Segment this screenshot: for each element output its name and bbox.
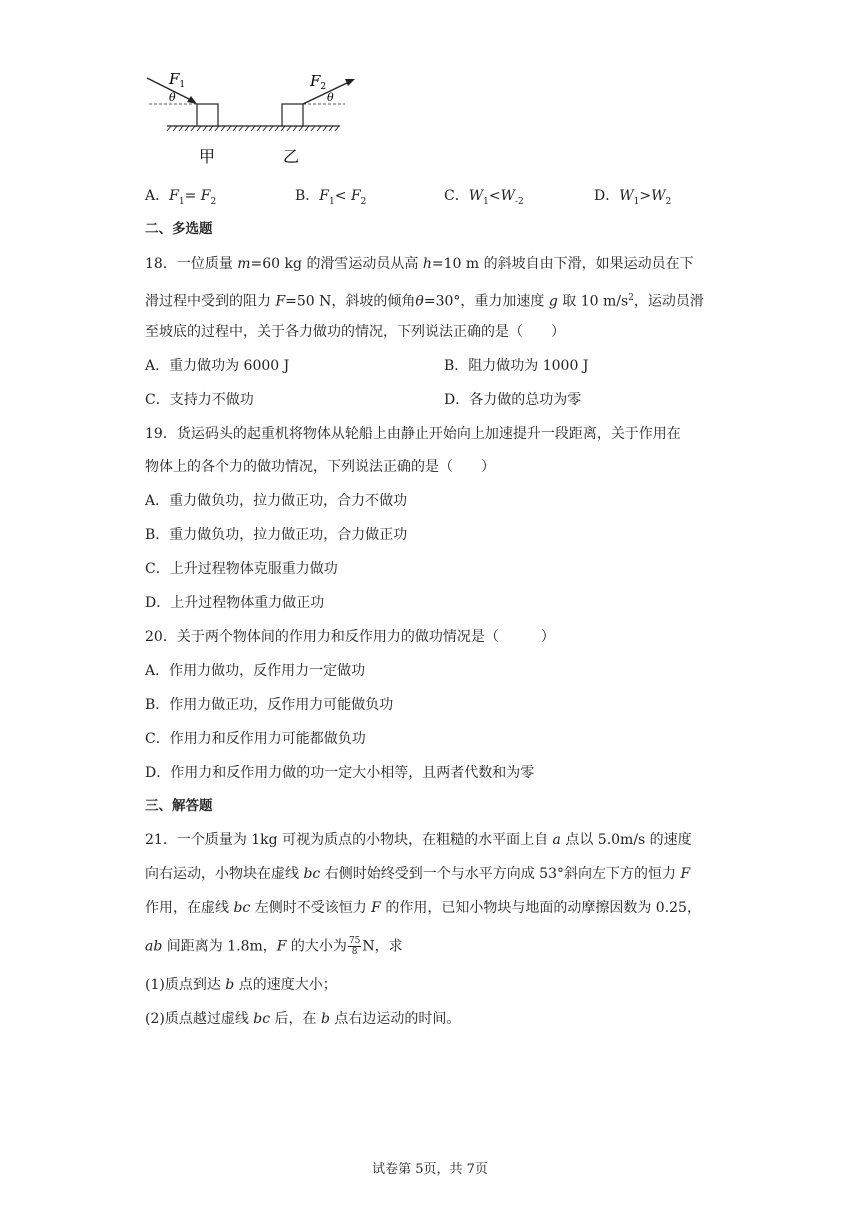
f2-label: $F_2$ <box>310 72 327 92</box>
theta-right: θ <box>327 91 334 104</box>
q18-line1: 18．一位质量 m=60 kg 的滑雪运动员从高 h=10 m 的斜坡自由下滑，如果运动员在下 <box>145 256 694 272</box>
q17-option-c: C．$W_1<W_{-2}$ <box>444 188 524 207</box>
q18-line2: 滑过程中受到的阻力 F=50 N，斜坡的倾角θ=30°，重力加速度 g 取 10 $m/s^2$，运动员滑 <box>145 293 704 310</box>
q21-line4: ab 间距离为 1.8m，F 的大小为 $\frac{75}{8}$ N，求 <box>145 936 403 957</box>
q18-option-b: B．阻力做功为 1000 J <box>444 358 589 374</box>
caption-right: 乙 <box>283 147 300 166</box>
q19-option-d: D．上升过程物体重力做正功 <box>145 595 325 611</box>
section-title-answer: 三、解答题 <box>145 798 213 814</box>
force-diagram <box>145 68 365 168</box>
q19-option-c: C．上升过程物体克服重力做功 <box>145 561 338 577</box>
q17-option-a: A．$F_1= F_2$ <box>145 188 217 207</box>
q21-line1: 21．一个质量为 1kg 可视为质点的小物块，在粗糙的水平面上自 a 点以 5.0m/s 的速度 <box>145 832 692 848</box>
f1-label: $F_1$ <box>169 70 186 90</box>
caption-left: 甲 <box>199 147 216 166</box>
q18-line3: 至坡底的过程中，关于各力做功的情况，下列说法正确的是（ ） <box>145 324 565 340</box>
q20-option-d: D．作用力和反作用力做的功一定大小相等，且两者代数和为零 <box>145 765 535 781</box>
block-left <box>197 104 218 126</box>
block-right <box>282 104 303 126</box>
q18-option-a: A．重力做功为 6000 J <box>145 358 290 374</box>
q19-line1: 19．货运码头的起重机将物体从轮船上由静止开始向上加速提升一段距离，关于作用在 <box>145 426 681 442</box>
q19-option-b: B．重力做负功，拉力做正功，合力做正功 <box>145 527 408 543</box>
page-footer: 试卷第 5页，共 7页 <box>372 1162 488 1177</box>
q21-line2: 向右运动，小物块在虚线 bc 右侧时始终受到一个与水平方向成 53°斜向左下方的恒力 F <box>145 866 691 882</box>
fraction: $\frac{75}{8}$ <box>348 936 361 957</box>
q20-option-a: A．作用力做功，反作用力一定做功 <box>145 663 366 679</box>
q17-option-b: B．$F_1< F_2$ <box>295 188 367 207</box>
q21-part2: (2)质点越过虚线 bc 后，在 b 点右边运动的时间。 <box>145 1011 461 1027</box>
section-title-multi-choice: 二、多选题 <box>145 221 213 237</box>
q17-option-d: D．$W_1>W_2$ <box>594 188 672 207</box>
q19-option-a: A．重力做负功，拉力做正功，合力不做功 <box>145 493 408 509</box>
q21-part1: (1)质点到达 b 点的速度大小； <box>145 977 337 993</box>
q20-line1: 20．关于两个物体间的作用力和反作用力的做功情况是（ ） <box>145 629 555 645</box>
q18-option-d: D．各力做的总功为零 <box>444 392 582 408</box>
q19-line2: 物体上的各个力的做功情况，下列说法正确的是（ ） <box>145 459 495 475</box>
theta-left: θ <box>169 91 176 104</box>
q21-line3: 作用，在虚线 bc 左侧时不受该恒力 F 的作用，已知小物块与地面的动摩擦因数为 0.25， <box>145 900 701 916</box>
q18-option-c: C．支持力不做功 <box>145 392 254 408</box>
q20-option-c: C．作用力和反作用力可能都做负功 <box>145 731 366 747</box>
q20-option-b: B．作用力做正功，反作用力可能做负功 <box>145 697 394 713</box>
